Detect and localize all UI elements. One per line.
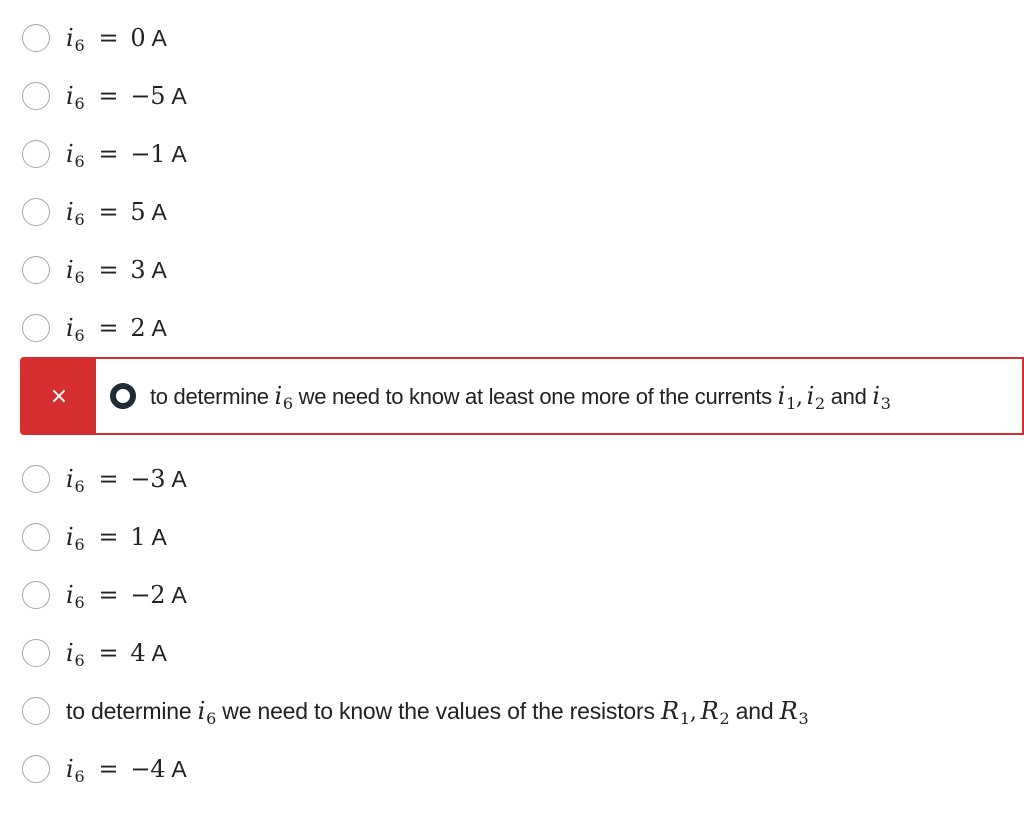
option-label: $i_6 = -3$ A — [66, 465, 187, 496]
option-label: $i_6 = 5$ A — [66, 198, 167, 229]
option-label: to determine $i_6$ we need to know at least one more of the currents $i_1$, $i_2$ and $i_3$ — [150, 382, 891, 413]
option-label: $i_6 = 2$ A — [66, 314, 167, 345]
incorrect-icon — [22, 359, 96, 433]
close-icon: × — [49, 383, 69, 409]
radio-button[interactable] — [22, 198, 50, 226]
radio-button[interactable] — [22, 755, 50, 783]
radio-button[interactable] — [22, 697, 50, 725]
option-label: $i_6 = 4$ A — [66, 639, 167, 670]
radio-button-selected[interactable] — [110, 383, 136, 409]
option-label: to determine $i_6$ we need to know the values of the resistors $R_1$, $R_2$ and $R_3$ — [66, 697, 809, 728]
option-label: $i_6 = -2$ A — [66, 581, 187, 612]
option-label: $i_6 = 0$ A — [66, 24, 167, 55]
radio-button[interactable] — [22, 465, 50, 493]
option-label: $i_6 = -1$ A — [66, 140, 187, 171]
radio-button[interactable] — [22, 140, 50, 168]
radio-button[interactable] — [22, 24, 50, 52]
radio-button[interactable] — [22, 256, 50, 284]
radio-button[interactable] — [22, 639, 50, 667]
radio-button[interactable] — [22, 581, 50, 609]
option-label: $i_6 = 1$ A — [66, 523, 167, 554]
option-label: $i_6 = -5$ A — [66, 82, 187, 113]
radio-button[interactable] — [22, 82, 50, 110]
option-label: $i_6 = -4$ A — [66, 755, 187, 786]
option-row-selected-incorrect[interactable] — [20, 357, 1024, 435]
option-label: $i_6 = 3$ A — [66, 256, 167, 287]
radio-button[interactable] — [22, 523, 50, 551]
radio-button[interactable] — [22, 314, 50, 342]
